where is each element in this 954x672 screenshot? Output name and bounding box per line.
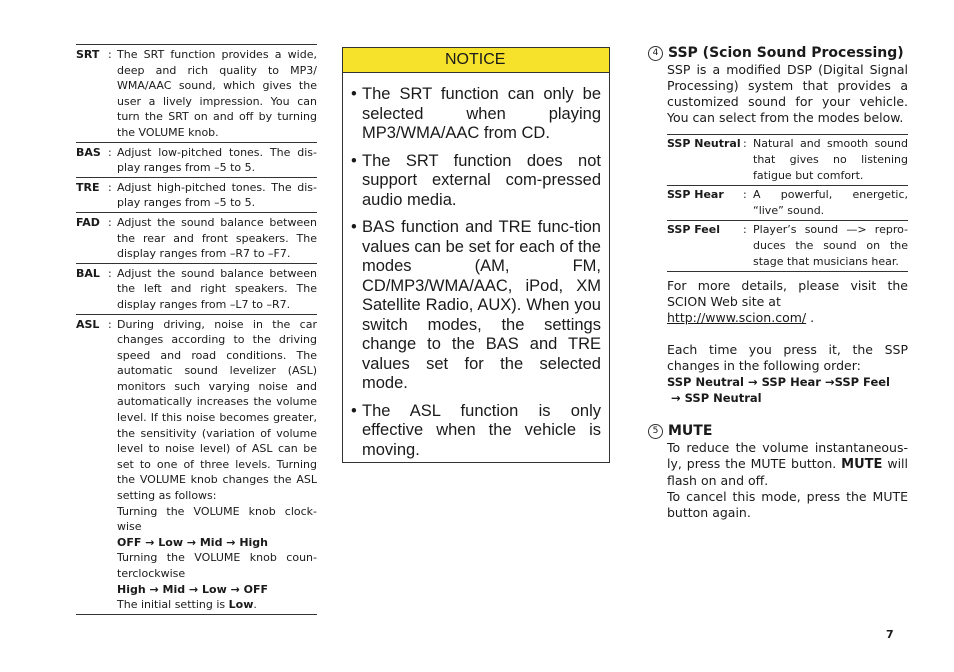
ssp-title: SSP (Scion Sound Processing): [668, 45, 904, 61]
def-term: FAD: [76, 215, 100, 229]
notice-item: • The SRT function can only be selected when playing MP3/WMA/AAC from CD.: [351, 85, 601, 142]
circled-number-icon: 4: [648, 46, 663, 61]
def-row-bal: BAL : Adjust the sound balance between the left and right speakers. The display ranges from –L7 to –R7.: [76, 263, 317, 314]
mute-title: MUTE: [668, 423, 713, 439]
def-row-asl: ASL : During driving, noise in the car changes according to the driving speed and road conditions. The automatic sound levelizer (ASL) monitors such varying noise and automatically increases the volume level. If this noise becomes greater, the sensitivity (variation of volume level to noise level) of ASL can be set to one of three levels. Turning the VOLUME knob changes the ASL setting as follows: Turning the VOLUME knob clock-wise OFF → Low → Mid → High Turning the VOLUME knob coun-terclockwise High → Mid → Low → OFF The initial setting is Low.: [76, 314, 317, 614]
right-column: [648, 44, 908, 521]
page-number: 7: [886, 628, 894, 641]
def-desc: Adjust the sound balance between the left and right speakers. The display ranges from –L7 to –R7.: [117, 266, 317, 311]
mute-indicator: MUTE: [841, 457, 883, 472]
function-definition-table: [76, 44, 317, 615]
bullet-icon: •: [351, 85, 357, 103]
def-term: BAL: [76, 266, 100, 280]
bullet-icon: •: [351, 151, 357, 170]
asl-initial-value: Low: [228, 598, 254, 612]
circled-number-icon: 5: [648, 424, 663, 439]
mute-description: To reduce the volume instantaneous-ly, press the MUTE button. MUTE will flash on and off. To cancel this mode, press the MUTE button again.: [667, 440, 908, 520]
notice-box: [342, 47, 610, 463]
ssp-intro: SSP is a modified DSP (Digital Signal Processing) system that provides a customized sound for your vehicle. You can select from the modes below.: [667, 62, 908, 125]
def-desc-asl: [117, 317, 317, 613]
asl-counterclockwise-label: Turning the VOLUME knob coun-terclockwise: [117, 551, 317, 580]
asl-description: During driving, noise in the car changes according to the driving speed and road conditions. The automatic sound levelizer (ASL) monitors such varying noise and automatically increases the volume level. If this noise becomes greater, the sensitivity (variation of volume level to noise level) of ASL can be set to one of three levels. Turning the VOLUME knob changes the ASL setting as follows:: [117, 317, 317, 503]
ssp-more-info: For more details, please visit the SCION Web site at http://www.scion.com/ .: [667, 278, 908, 325]
def-term: SRT: [76, 48, 100, 61]
notice-list: [343, 73, 609, 460]
bullet-icon: •: [351, 218, 357, 236]
ssp-mode-row: SSP Neutral : Natural and smooth sound that gives no listening fatigue but comfort.: [667, 137, 908, 182]
def-term: BAS: [76, 145, 101, 159]
asl-clockwise-label: Turning the VOLUME knob clock-wise: [117, 504, 317, 534]
def-term: ASL: [76, 317, 100, 331]
def-row-srt: SRT : The SRT function provides a wide, deep and rich quality to MP3/ WMA/AAC sound, which gives the user a lively impression. You can turn the SRT on and off by turning the VOLUME knob.: [76, 48, 317, 139]
asl-clockwise-sequence: OFF → Low → Mid → High: [117, 535, 269, 549]
def-desc: Adjust the sound balance between the rear and front speakers. The display ranges from –R7 to –F7.: [117, 215, 317, 261]
mute-heading: [648, 422, 908, 440]
ssp-mode-row: SSP Feel : Player’s sound —> repro-duces the sound on the stage that musicians hear.: [667, 220, 908, 271]
def-row-tre: TRE : Adjust high-pitched tones. The dis-play ranges from –5 to 5.: [76, 177, 317, 212]
def-row-bas: BAS : Adjust low-pitched tones. The dis-play ranges from –5 to 5.: [76, 142, 317, 177]
notice-item: • The ASL function is only effective when the vehicle is moving.: [351, 401, 601, 459]
ssp-mode-table: [667, 134, 908, 272]
ssp-heading: [648, 44, 908, 62]
bullet-icon: •: [351, 401, 357, 420]
def-desc: Adjust high-pitched tones. The dis-play ranges from –5 to 5.: [117, 180, 317, 210]
notice-item: • BAS function and TRE func-tion values can be set for each of the modes (AM, FM, CD/MP3/WMA/AAC, iPod, XM Satellite Radio, AUX). When you switch modes, the settings change to the BAS and TRE values set for the selected mode.: [351, 218, 601, 392]
def-desc: The SRT function provides a wide, deep and rich quality to MP3/ WMA/AAC sound, which gives the user a lively impression. You can turn the SRT on and off by turning the VOLUME knob.: [117, 48, 317, 139]
scion-website-link[interactable]: http://www.scion.com/: [667, 310, 807, 325]
notice-title: NOTICE: [343, 48, 609, 73]
notice-item: • The SRT function does not support external com-pressed audio media.: [351, 151, 601, 209]
asl-counterclockwise-sequence: High → Mid → Low → OFF: [117, 582, 269, 596]
def-term: TRE: [76, 180, 100, 194]
def-desc: Adjust low-pitched tones. The dis-play ranges from –5 to 5.: [117, 145, 317, 175]
ssp-mode-row: SSP Hear : A powerful, energetic, “live” sound.: [667, 185, 908, 220]
asl-initial-setting: The initial setting is Low.: [117, 598, 257, 612]
ssp-order-text: Each time you press it, the SSP changes in the following order:: [667, 342, 908, 373]
def-row-fad: FAD : Adjust the sound balance between the rear and front speakers. The display ranges from –R7 to –F7.: [76, 212, 317, 263]
ssp-order-sequence: SSP Neutral → SSP Hear →SSP Feel → SSP Neutral: [667, 375, 890, 405]
